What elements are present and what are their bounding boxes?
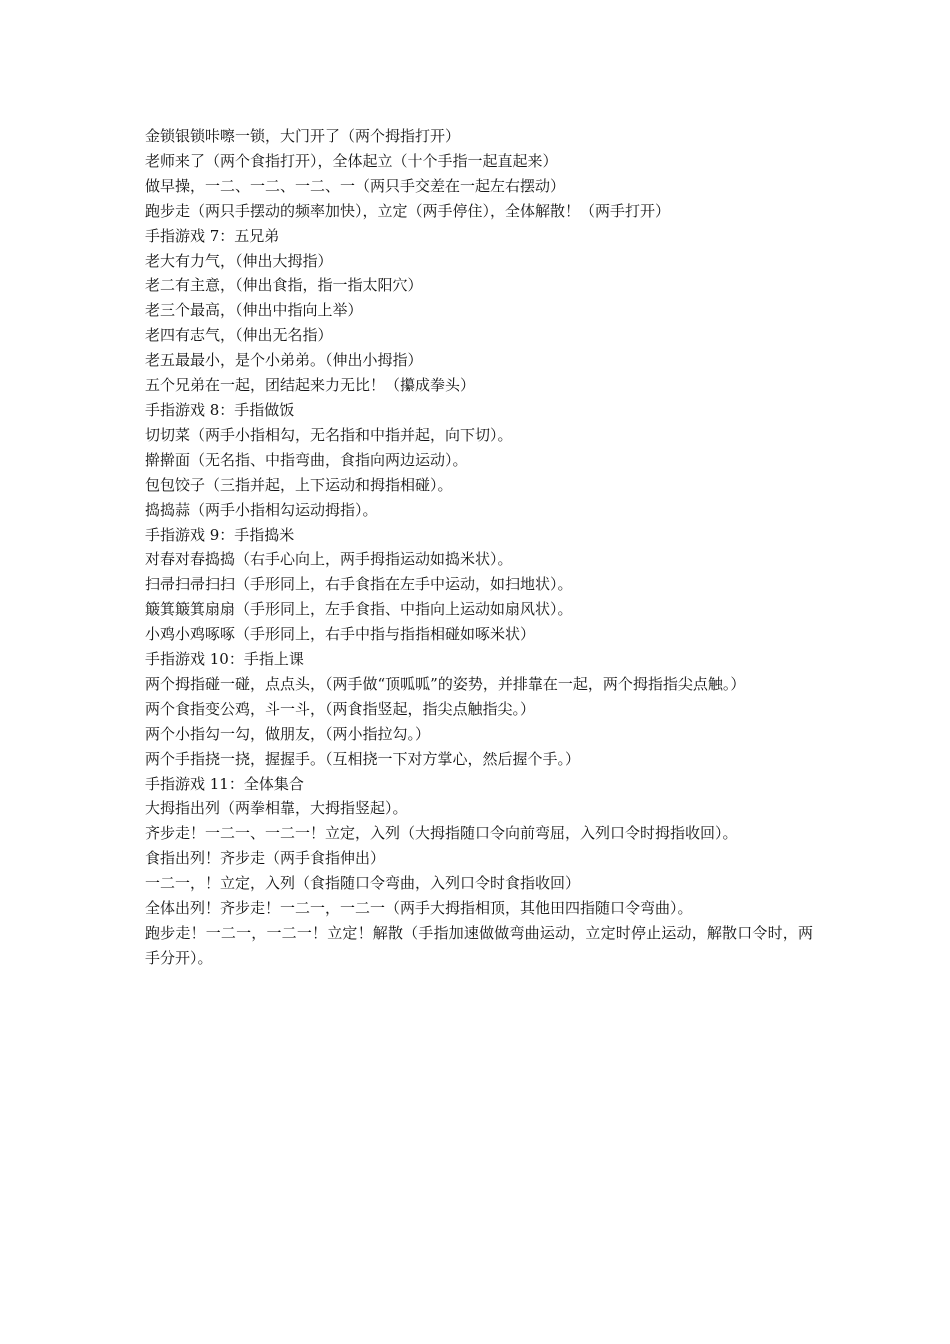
- text-line: 切切菜（两手小指相勾，无名指和中指并起，向下切）。: [145, 425, 513, 444]
- text-line: 五个兄弟在一起，团结起来力无比！（攥成拳头）: [145, 376, 476, 395]
- text-line: 老五最最小，是个小弟弟。（伸出小拇指）: [145, 351, 423, 370]
- text-line: 跑步走（两只手摆动的频率加快），立定（两手停住），全体解散！（两手打开）: [145, 201, 671, 220]
- text-line: 捣捣蒜（两手小指相勾运动拇指）。: [145, 500, 378, 519]
- text-line: 老三个最高，（伸出中指向上举）: [145, 301, 363, 320]
- text-line: 齐步走！一二一、一二一！立定，入列（大拇指随口令向前弯屈，入列口令时拇指收回）。: [145, 824, 738, 843]
- text-line: 做早操，一二、一二、一二、一（两只手交差在一起左右摆动）: [145, 176, 566, 195]
- text-line: 全体出列！齐步走！一二一，一二一（两手大拇指相顶，其他田四指随口令弯曲）。: [145, 899, 693, 918]
- section-heading: 手指游戏 8：手指做饭: [145, 400, 295, 419]
- section-heading: 手指游戏 9：手指捣米: [145, 525, 295, 544]
- text-line: 擀擀面（无名指、中指弯曲，食指向两边运动）。: [145, 450, 468, 469]
- section-heading: 手指游戏 10：手指上课: [145, 650, 304, 669]
- text-line: 老师来了（两个食指打开），全体起立（十个手指一起直起来）: [145, 151, 558, 170]
- text-line: 两个食指变公鸡，斗一斗，（两食指竖起，指尖点触指尖。）: [145, 699, 536, 718]
- text-line: 大拇指出列（两拳相靠，大拇指竖起）。: [145, 799, 408, 818]
- text-line: 金锁银锁咔嚓一锁，大门开了（两个拇指打开）: [145, 127, 461, 145]
- section-heading: 手指游戏 11：全体集合: [145, 774, 304, 793]
- text-line: 簸箕簸箕扇扇（手形同上，左手食指、中指向上运动如扇风状）。: [145, 600, 573, 619]
- section-heading: 手指游戏 7：五兄弟: [145, 226, 280, 245]
- text-line: 小鸡小鸡啄啄（手形同上，右手中指与指指相碰如啄米状）: [145, 625, 536, 644]
- text-line: 两个小指勾一勾，做朋友，（两小指拉勾。）: [145, 724, 431, 743]
- text-line: 两个手指挠一挠，握握手。（互相挠一下对方掌心，然后握个手。）: [145, 749, 581, 768]
- text-line: 老二有主意，（伸出食指，指一指太阳穴）: [145, 276, 423, 295]
- text-line: 老四有志气，（伸出无名指）: [145, 326, 333, 345]
- text-paragraph: 跑步走！一二一，一二一！立定！解散（手指加速做做弯曲运动，立定时停止运动，解散口令时，两手分开）。: [145, 924, 813, 967]
- text-line: 食指出列！齐步走（两手食指伸出）: [145, 849, 386, 868]
- text-line: 扫帚扫帚扫扫（手形同上，右手食指在左手中运动，如扫地状）。: [145, 575, 573, 594]
- text-line: 老大有力气，（伸出大拇指）: [145, 251, 333, 270]
- text-line: 包包饺子（三指并起，上下运动和拇指相碰）。: [145, 475, 453, 494]
- text-line: 一二一，！立定，入列（食指随口令弯曲，入列口令时食指收回）: [145, 874, 581, 893]
- text-line: 对春对春捣捣（右手心向上，两手拇指运动如捣米状）。: [145, 550, 513, 569]
- text-line: 两个拇指碰一碰，点点头，（两手做“顶呱呱”的姿势，并排靠在一起，两个拇指指尖点触。）: [145, 674, 746, 693]
- document-body: [145, 124, 813, 971]
